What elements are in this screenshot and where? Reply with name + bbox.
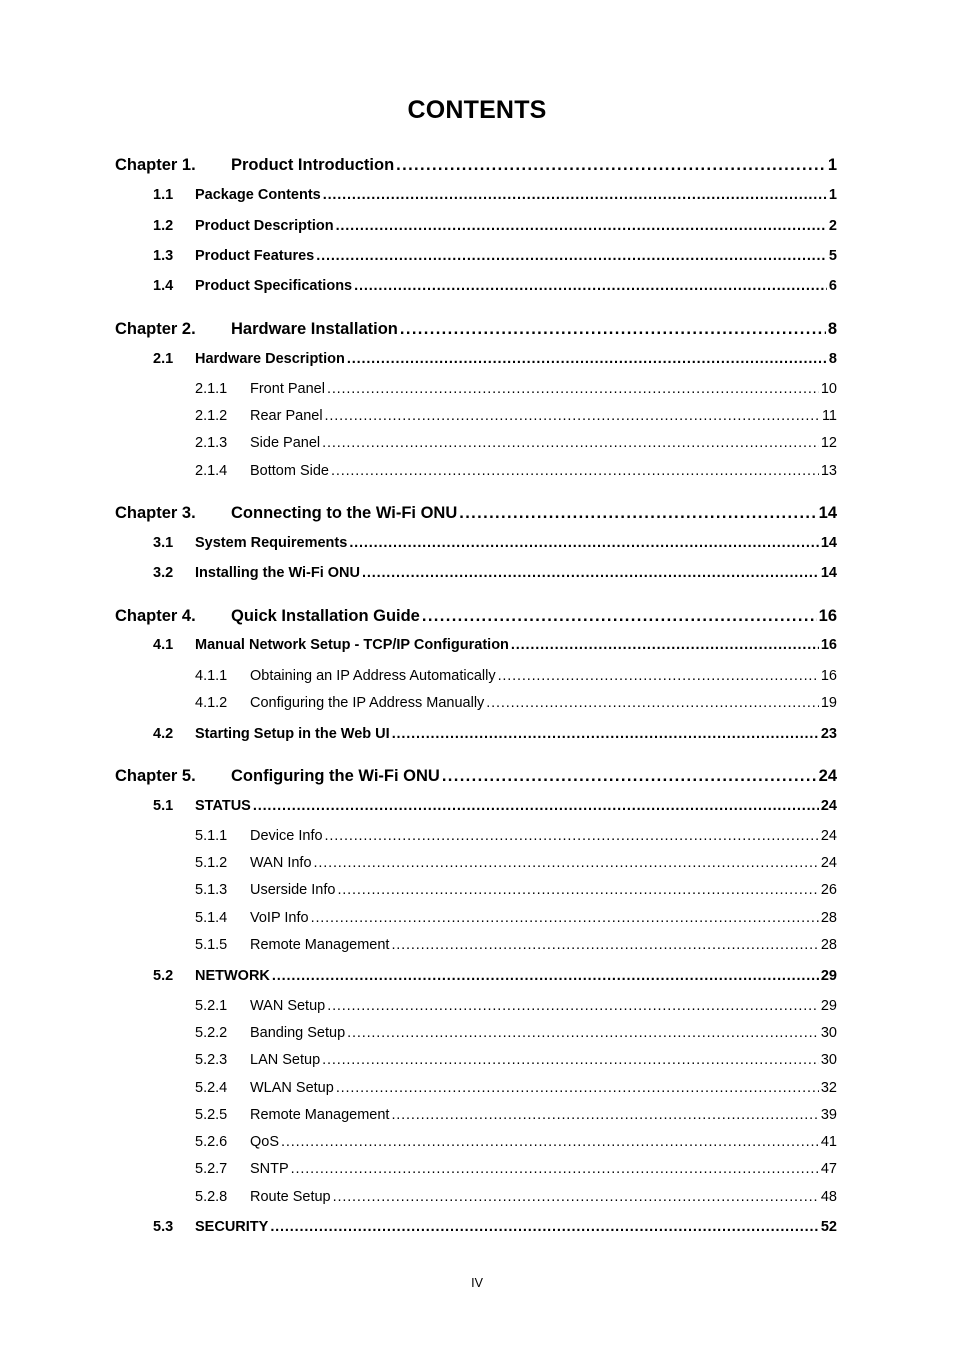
toc-dot-leader — [253, 798, 819, 814]
toc-entry-number: 5.1 — [153, 798, 174, 814]
toc-subsection-entry[interactable] — [195, 463, 837, 479]
toc-entry-number: 5.1.2 — [195, 855, 228, 871]
toc-dot-leader — [327, 998, 819, 1014]
toc-dot-leader — [391, 937, 818, 953]
toc-entry-title: SECURITY — [195, 1219, 269, 1235]
toc-dot-leader — [322, 1052, 819, 1068]
toc-entry-page: 24 — [820, 828, 837, 844]
toc-entry-page: 16 — [820, 637, 837, 653]
toc-entry-page: 1 — [828, 187, 837, 203]
toc-entry-number: 1.2 — [153, 218, 174, 234]
toc-dot-leader — [486, 695, 819, 711]
toc-entry-title: SNTP — [250, 1161, 289, 1177]
toc-dot-leader — [396, 156, 826, 175]
toc-entry-title: Front Panel — [250, 381, 325, 397]
toc-entry-number: 5.2.8 — [195, 1189, 228, 1205]
toc-section-entry[interactable] — [153, 1219, 837, 1235]
toc-entry-number: 2.1.3 — [195, 435, 228, 451]
toc-entry-page: 1 — [827, 156, 837, 174]
toc-entry-title: Hardware Description — [195, 351, 345, 367]
toc-entry-page: 28 — [820, 910, 837, 926]
toc-dot-leader — [272, 968, 819, 984]
toc-entry-number: 5.1.1 — [195, 828, 228, 844]
toc-entry-page: 41 — [820, 1134, 837, 1150]
toc-entry-title: Connecting to the Wi-Fi ONU — [231, 504, 458, 522]
toc-section-entry[interactable] — [153, 351, 837, 367]
toc-entry-title: Obtaining an IP Address Automatically — [250, 668, 496, 684]
toc-entry-page: 23 — [820, 726, 837, 742]
toc-entry-title: Rear Panel — [250, 408, 323, 424]
toc-entry-title: NETWORK — [195, 968, 270, 984]
toc-section-entry[interactable] — [153, 968, 837, 984]
toc-subsection-entry[interactable] — [195, 435, 837, 451]
toc-entry-title: Userside Info — [250, 882, 336, 898]
toc-entry-number: 5.1.3 — [195, 882, 228, 898]
toc-entry-number: 5.2.3 — [195, 1052, 228, 1068]
toc-entry-title: Package Contents — [195, 187, 321, 203]
toc-entry-title: Side Panel — [250, 435, 321, 451]
toc-entry-number: Chapter 1. — [115, 156, 196, 174]
toc-entry-number: 1.1 — [153, 187, 174, 203]
toc-dot-leader — [422, 607, 817, 626]
toc-chapter-entry[interactable] — [115, 156, 837, 175]
toc-dot-leader — [314, 855, 819, 871]
toc-entry-title: Device Info — [250, 828, 323, 844]
toc-dot-leader — [336, 218, 827, 234]
toc-section-entry[interactable] — [153, 278, 837, 294]
toc-dot-leader — [347, 351, 827, 367]
toc-entry-page: 19 — [820, 695, 837, 711]
toc-entry-number: 4.2 — [153, 726, 174, 742]
toc-entry-number: 2.1.4 — [195, 463, 228, 479]
toc-chapter-entry[interactable] — [115, 320, 837, 339]
toc-entry-page: 24 — [818, 767, 837, 785]
page-number: IV — [471, 1276, 483, 1290]
toc-subsection-entry[interactable] — [195, 937, 837, 953]
toc-entry-title: Configuring the IP Address Manually — [250, 695, 485, 711]
toc-subsection-entry[interactable] — [195, 1080, 837, 1096]
toc-entry-number: 1.3 — [153, 248, 174, 264]
toc-dot-leader — [281, 1134, 819, 1150]
toc-section-entry[interactable] — [153, 218, 837, 234]
toc-entry-title: System Requirements — [195, 535, 348, 551]
toc-entry-title: Installing the Wi-Fi ONU — [195, 565, 361, 581]
toc-entry-page: 29 — [820, 968, 837, 984]
toc-entry-page: 11 — [821, 408, 837, 424]
toc-dot-leader — [459, 504, 816, 523]
toc-entry-title: QoS — [250, 1134, 280, 1150]
toc-subsection-entry[interactable] — [195, 855, 837, 871]
toc-entry-title: Configuring the Wi-Fi ONU — [231, 767, 440, 785]
toc-entry-title: Product Description — [195, 218, 334, 234]
toc-entry-number: 5.1.4 — [195, 910, 228, 926]
toc-subsection-entry[interactable] — [195, 1107, 837, 1123]
toc-entry-title: WAN Info — [250, 855, 312, 871]
toc-entry-number: 4.1 — [153, 637, 174, 653]
toc-entry-number: 1.4 — [153, 278, 174, 294]
toc-entry-title: Remote Management — [250, 1107, 390, 1123]
toc-entry-number: 5.2.6 — [195, 1134, 228, 1150]
toc-entry-page: 8 — [827, 320, 837, 338]
toc-entry-number: 2.1.2 — [195, 408, 228, 424]
toc-entry-title: VoIP Info — [250, 910, 309, 926]
toc-dot-leader — [323, 187, 827, 203]
toc-subsection-entry[interactable] — [195, 828, 837, 844]
toc-entry-title: Bottom Side — [250, 463, 329, 479]
toc-entry-number: 3.2 — [153, 565, 174, 581]
toc-chapter-entry[interactable] — [115, 767, 837, 786]
toc-entry-title: WAN Setup — [250, 998, 326, 1014]
toc-dot-leader — [327, 381, 819, 397]
toc-entry-title: Remote Management — [250, 937, 390, 953]
toc-dot-leader — [347, 1025, 819, 1041]
toc-entry-page: 12 — [820, 435, 837, 451]
toc-entry-number: 2.1 — [153, 351, 174, 367]
toc-dot-leader — [311, 910, 819, 926]
toc-dot-leader — [337, 882, 818, 898]
toc-subsection-entry[interactable] — [195, 695, 837, 711]
toc-entry-title: Product Introduction — [231, 156, 395, 174]
toc-entry-page: 16 — [820, 668, 837, 684]
toc-subsection-entry[interactable] — [195, 668, 837, 684]
toc-chapter-entry[interactable] — [115, 504, 837, 523]
toc-subsection-entry[interactable] — [195, 381, 837, 397]
toc-section-entry[interactable] — [153, 248, 837, 264]
toc-dot-leader — [331, 463, 819, 479]
toc-entry-number: 5.1.5 — [195, 937, 228, 953]
toc-entry-page: 8 — [828, 351, 837, 367]
toc-dot-leader — [322, 435, 819, 451]
toc-dot-leader — [316, 248, 827, 264]
toc-entry-number: 4.1.1 — [195, 668, 228, 684]
toc-section-entry[interactable] — [153, 637, 837, 653]
page-title: CONTENTS — [407, 96, 547, 124]
toc-subsection-entry[interactable] — [195, 998, 837, 1014]
toc-dot-leader — [391, 1107, 818, 1123]
toc-entry-number: Chapter 3. — [115, 504, 196, 522]
toc-entry-page: 47 — [820, 1161, 837, 1177]
toc-dot-leader — [498, 668, 819, 684]
toc-subsection-entry[interactable] — [195, 910, 837, 926]
toc-dot-leader — [442, 767, 817, 786]
toc-entry-number: 5.2.4 — [195, 1080, 228, 1096]
toc-dot-leader — [400, 320, 826, 339]
toc-subsection-entry[interactable] — [195, 1134, 837, 1150]
toc-entry-page: 16 — [818, 607, 837, 625]
toc-entry-page: 24 — [820, 798, 837, 814]
toc-entry-page: 13 — [820, 463, 837, 479]
toc-entry-number: 5.2.2 — [195, 1025, 228, 1041]
toc-dot-leader — [336, 1080, 819, 1096]
toc-entry-page: 32 — [820, 1080, 837, 1096]
toc-entry-page: 39 — [820, 1107, 837, 1123]
toc-dot-leader — [333, 1189, 819, 1205]
toc-entry-number: 5.2.1 — [195, 998, 228, 1014]
toc-entry-number: Chapter 4. — [115, 607, 196, 625]
toc-entry-number: 5.2.7 — [195, 1161, 228, 1177]
toc-entry-title: Hardware Installation — [231, 320, 398, 338]
toc-entry-number: 4.1.2 — [195, 695, 228, 711]
toc-entry-title: LAN Setup — [250, 1052, 321, 1068]
toc-subsection-entry[interactable] — [195, 1189, 837, 1205]
toc-entry-number: Chapter 5. — [115, 767, 196, 785]
toc-subsection-entry[interactable] — [195, 1161, 837, 1177]
toc-entry-page: 5 — [828, 248, 837, 264]
toc-entry-page: 6 — [828, 278, 837, 294]
toc-entry-title: Banding Setup — [250, 1025, 346, 1041]
toc-subsection-entry[interactable] — [195, 1052, 837, 1068]
toc-section-entry[interactable] — [153, 798, 837, 814]
toc-entry-number: 2.1.1 — [195, 381, 228, 397]
toc-section-entry[interactable] — [153, 535, 837, 551]
toc-entry-page: 48 — [820, 1189, 837, 1205]
toc-entry-page: 2 — [828, 218, 837, 234]
toc-dot-leader — [392, 726, 819, 742]
toc-entry-title: Manual Network Setup - TCP/IP Configuration — [195, 637, 509, 653]
toc-dot-leader — [291, 1161, 819, 1177]
toc-section-entry[interactable] — [153, 187, 837, 203]
toc-entry-title: Product Features — [195, 248, 315, 264]
toc-entry-page: 24 — [820, 855, 837, 871]
toc-entry-page: 29 — [820, 998, 837, 1014]
toc-dot-leader — [325, 828, 819, 844]
toc-subsection-entry[interactable] — [195, 882, 837, 898]
toc-entry-page: 26 — [820, 882, 837, 898]
toc-entry-page: 14 — [820, 565, 837, 581]
toc-entry-title: Quick Installation Guide — [231, 607, 420, 625]
toc-entry-number: 3.1 — [153, 535, 174, 551]
toc-dot-leader — [362, 565, 819, 581]
toc-entry-title: WLAN Setup — [250, 1080, 334, 1096]
toc-dot-leader — [349, 535, 819, 551]
toc-subsection-entry[interactable] — [195, 1025, 837, 1041]
toc-entry-page: 14 — [818, 504, 837, 522]
toc-section-entry[interactable] — [153, 565, 837, 581]
toc-entry-title: Starting Setup in the Web UI — [195, 726, 390, 742]
toc-entry-page: 30 — [820, 1025, 837, 1041]
toc-entry-number: 5.3 — [153, 1219, 174, 1235]
toc-entry-page: 14 — [820, 535, 837, 551]
toc-entry-page: 28 — [820, 937, 837, 953]
toc-entry-title: Route Setup — [250, 1189, 331, 1205]
toc-dot-leader — [354, 278, 827, 294]
toc-entry-number: Chapter 2. — [115, 320, 196, 338]
toc-section-entry[interactable] — [153, 726, 837, 742]
toc-entry-number: 5.2.5 — [195, 1107, 228, 1123]
toc-entry-page: 10 — [820, 381, 837, 397]
toc-dot-leader — [325, 408, 820, 424]
toc-entry-number: 5.2 — [153, 968, 174, 984]
toc-chapter-entry[interactable] — [115, 607, 837, 626]
toc-entry-page: 52 — [820, 1219, 837, 1235]
toc-entry-title: Product Specifications — [195, 278, 353, 294]
toc-dot-leader — [511, 637, 819, 653]
toc-dot-leader — [270, 1219, 819, 1235]
toc-subsection-entry[interactable] — [195, 408, 837, 424]
toc-entry-title: STATUS — [195, 798, 251, 814]
toc-entry-page: 30 — [820, 1052, 837, 1068]
